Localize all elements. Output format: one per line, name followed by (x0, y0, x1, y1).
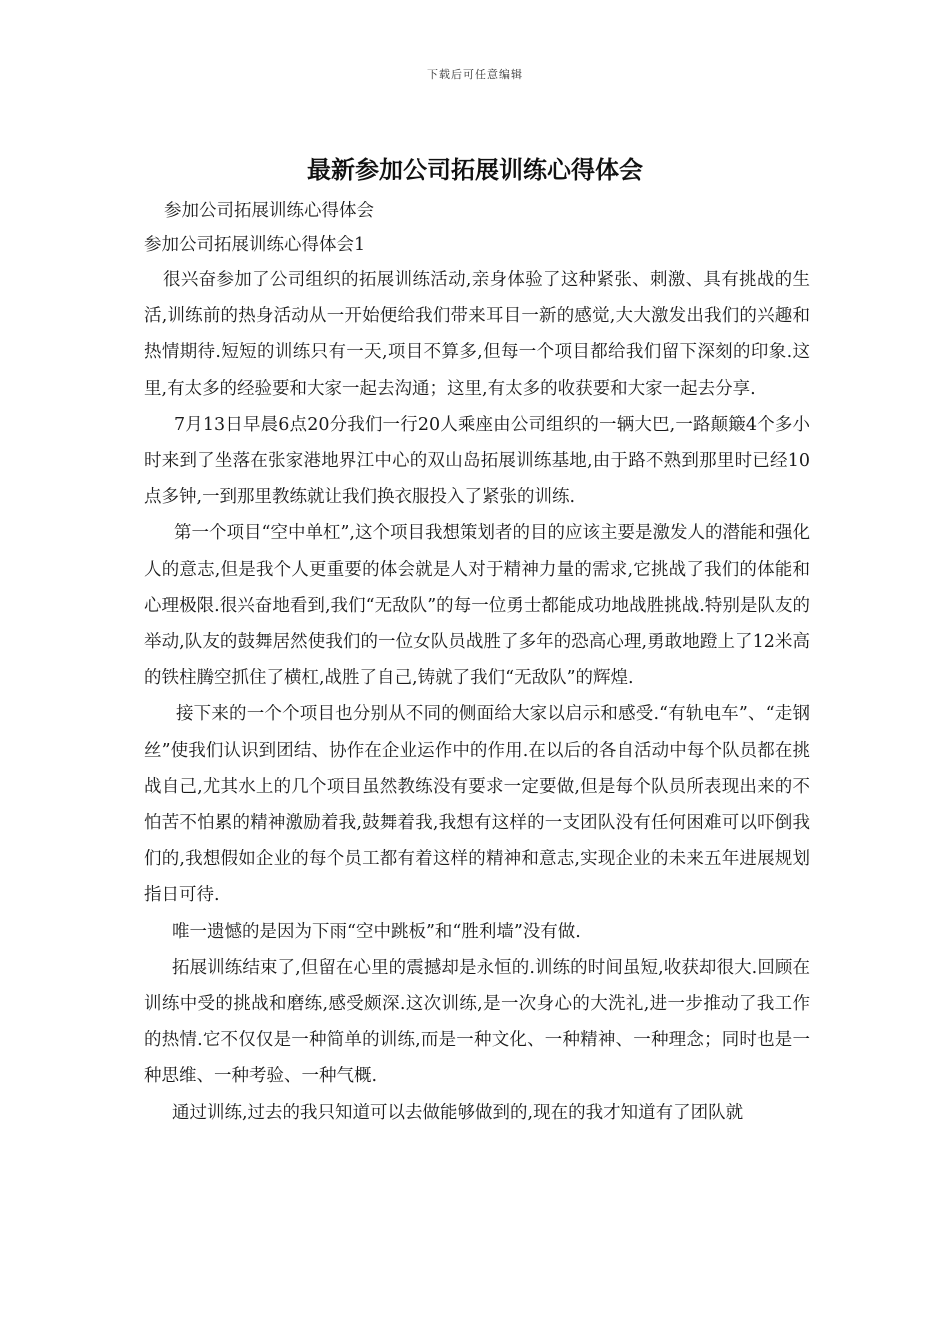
section-heading: 参加公司拓展训练心得体会1 (144, 235, 366, 255)
paragraph: 通过训练,过去的我只知道可以去做能够做到的,现在的我才知道有了团队就 (172, 1102, 744, 1123)
paragraph: 接下来的一个个项目也分别从不同的侧面给大家以启示和感受.“有轨电车”、“走钢丝”使我们认识到团结、协作在企业运作中的作用.在以后的各自活动中每个队员都在挑战自己,尤其水上的几个项目虽然教练没有要求一定要做,但是每个队员所表现出来的不怕苦不怕累的精神激励着我,鼓舞着我,我想有这样的一支团队没有任何困难可以吓倒我们的,我想假如企业的每个员工都有着这样的精神和意志,实现企业的未来五年进展规划指日可待. (144, 704, 810, 906)
paragraph: 唯一遗憾的是因为下雨“空中跳板”和“胜利墙”没有做. (172, 921, 581, 942)
paragraph: 很兴奋参加了公司组织的拓展训练活动,亲身体验了这种紧张、刺激、具有挑战的生活,训练前的热身活动从一开始便给我们带来耳目一新的感觉,大大激发出我们的兴趣和热情期待.短短的训练只有一天,项目不算多,但每一个项目都给我们留下深刻的印象.这里,有太多的经验要和大家一起去沟通；这里,有太多的收获要和大家一起去分享. (144, 270, 810, 399)
paragraph: 7月13日早晨6点20分我们一行20人乘座由公司组织的一辆大巴,一路颠簸4个多小时来到了坐落在张家港地界江中心的双山岛拓展训练基地,由于路不熟到那里时已经10点多钟,一到那里教练就让我们换衣服投入了紧张的训练. (144, 414, 810, 508)
paragraph: 第一个项目“空中单杠”,这个项目我想策划者的目的应该主要是激发人的潜能和强化人的意志,但是我个人更重要的体会就是人对于精神力量的需求,它挑战了我们的体能和心理极限.很兴奋地看到,我们“无敌队”的每一位勇士都能成功地战胜挑战.特别是队友的举动,队友的鼓舞居然使我们的一位女队员战胜了多年的恐高心理,勇敢地蹬上了12米高的铁柱腾空抓住了横杠,战胜了自己,铸就了我们“无敌队”的辉煌. (144, 523, 810, 689)
document-body (144, 262, 810, 1131)
document-subtitle: 参加公司拓展训练心得体会 (164, 201, 374, 221)
document-title: 最新参加公司拓展训练心得体会 (307, 156, 643, 184)
paragraph: 拓展训练结束了,但留在心里的震撼却是永恒的.训练的时间虽短,收获却很大.回顾在训练中受的挑战和磨练,感受颇深.这次训练,是一次身心的大洗礼,进一步推动了我工作的热情.它不仅仅是一种简单的训练,而是一种文化、一种精神、一种理念；同时也是一种思维、一种考验、一种气概. (144, 957, 810, 1087)
header-note: 下载后可任意编辑 (427, 68, 523, 81)
